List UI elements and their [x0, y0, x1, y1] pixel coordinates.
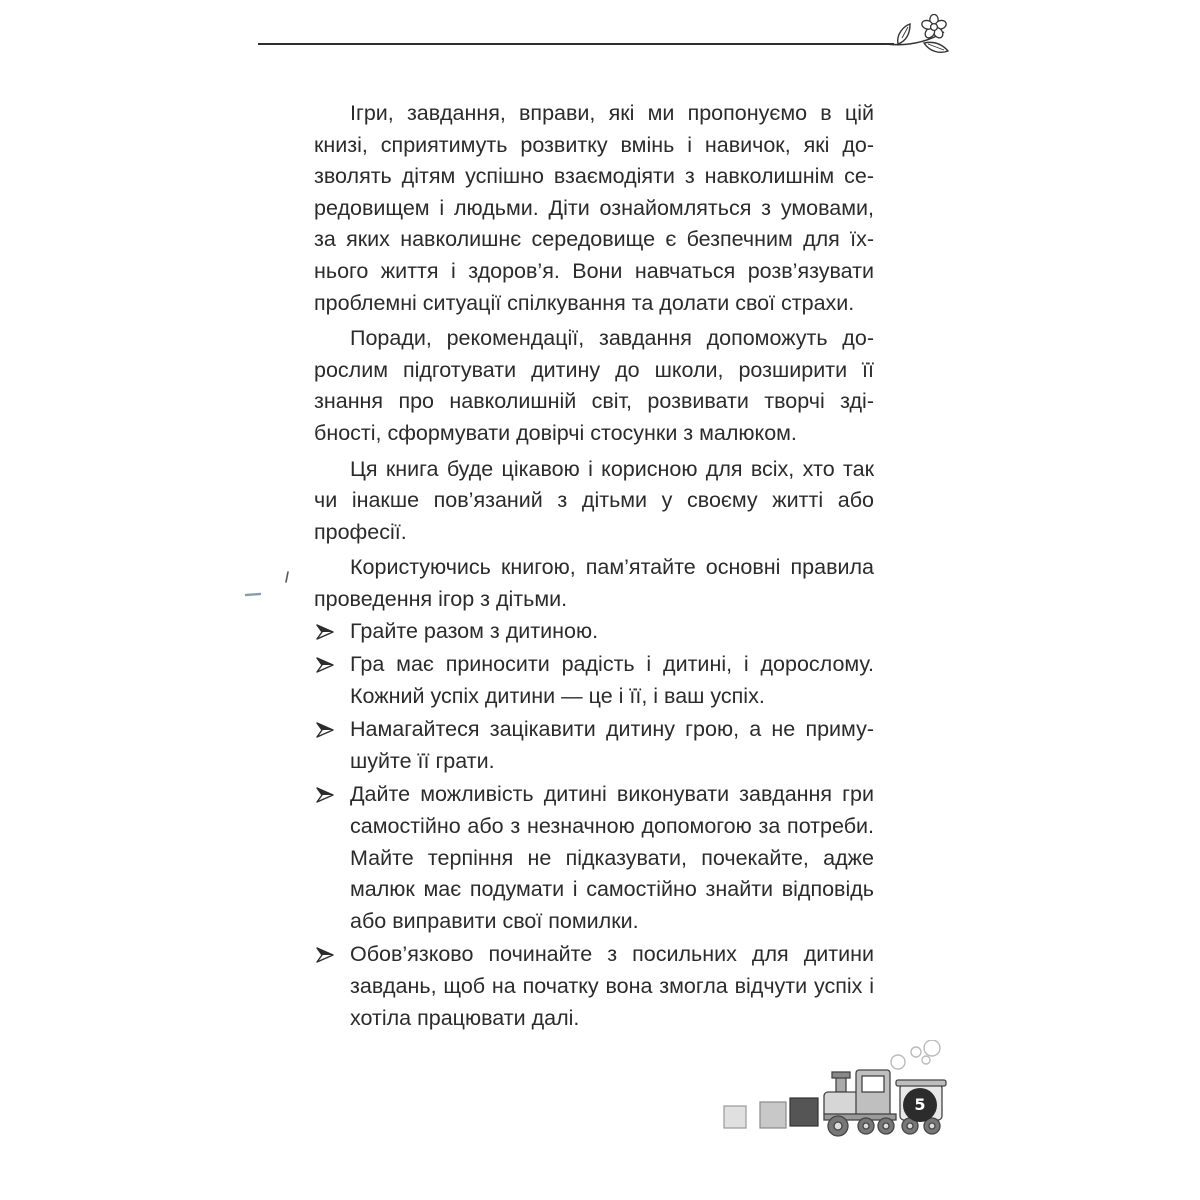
- list-item-text: Обов’язково починайте з посильних для дитини завдань, щоб на початку вона змогла відчути успіх і хотіла працювати далі.: [350, 942, 874, 1030]
- paragraph-intro: Ігри, завдання, вправи, які ми пропонуємо в цій книзі, сприятимуть розвитку вмінь і навичок, які дозволять дітям успішно взаємодіяти з навколишнім середовищем і людьми. Діти ознайомляться з умовами, за яких навколишнє середовище є безпечним для їхнього життя і здоров’я. Вони навчаться розв’язувати проблемні ситуації спілкування та долати свої страхи.: [314, 101, 874, 315]
- arrowhead-bullet-icon: [316, 722, 334, 738]
- paragraph-advice: Поради, рекомендації, завдання допоможуть дорослим підготувати дитину до школи, розширити її знання про навколишній світ, розвивати творчі здібності, сформувати довірчі стосунки з малюком.: [314, 326, 874, 445]
- header-rule: [258, 43, 894, 45]
- list-item-text: Намагайтеся зацікавити дитину грою, а не примушуйте її грати.: [350, 717, 874, 773]
- list-item: [314, 779, 874, 937]
- paragraph-audience: Ця книга буде цікавою і корисною для всіх, хто так чи інакше пов’язаний з дітьми у своєму житті або професії.: [314, 456, 874, 544]
- paragraph-rules-intro: Користуючись книгою, пам’ятайте основні правила проведення ігор з дітьми.: [314, 555, 874, 611]
- arrowhead-bullet-icon: [316, 657, 334, 673]
- arrowhead-bullet-icon: [316, 947, 334, 963]
- main-text: [314, 98, 874, 1034]
- list-item-text: Дайте можливість дитині виконувати завдання гри самостійно або з незначною допомогою за потреби. Майте терпіння не підказувати, почекайте, адже малюк має подумати і самостійно знайти відповідь або виправити свої помилки.: [350, 782, 874, 933]
- list-item: [314, 616, 874, 648]
- flower-branch-icon: [884, 14, 954, 62]
- list-item-text: Гра має приносити радість і дитині, і дорослому. Кожний успіх дитини — це і її, і ваш успіх.: [350, 652, 874, 708]
- list-item: [314, 714, 874, 777]
- list-item-text: Грайте разом з дитиною.: [350, 618, 599, 643]
- arrowhead-bullet-icon: [316, 787, 334, 803]
- page-number: 5: [903, 1088, 937, 1122]
- list-item: [314, 649, 874, 712]
- rules-list: [314, 616, 874, 1035]
- list-item: [314, 939, 874, 1034]
- stray-pencil-mark: [244, 568, 294, 604]
- arrowhead-bullet-icon: [316, 624, 334, 640]
